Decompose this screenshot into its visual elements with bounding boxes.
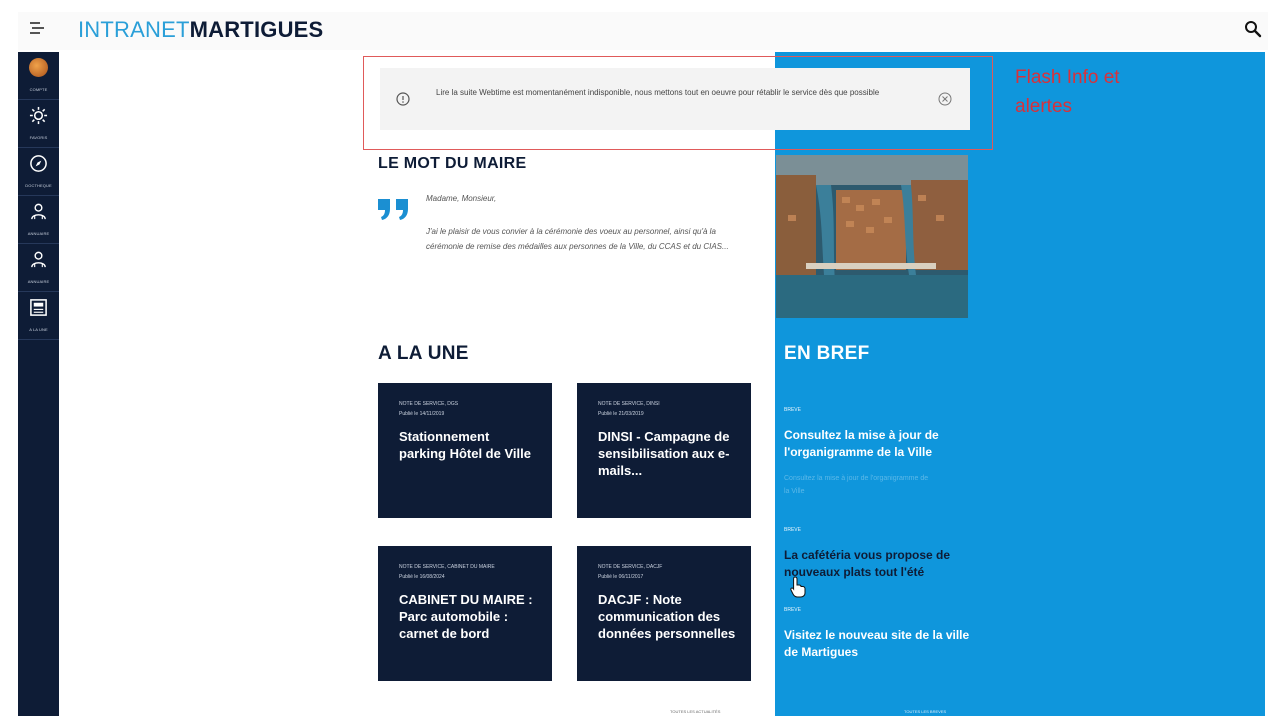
search-icon[interactable] — [1244, 20, 1262, 38]
top-bar — [18, 12, 1268, 50]
people-icon — [29, 202, 48, 221]
sidebar-item-a-la-une[interactable] — [18, 292, 59, 340]
sidebar-item-label: DOCTHEQUE — [25, 183, 52, 188]
sidebar-item-label: ANNUAIRE — [27, 279, 50, 284]
card-title: Stationnement parking Hôtel de Ville — [399, 429, 531, 461]
card-category: NOTE DE SERVICE, DACJF — [598, 564, 663, 570]
bref-section-title: EN BREF — [784, 343, 870, 364]
news-card[interactable] — [577, 546, 751, 681]
card-category: NOTE DE SERVICE, DINSI — [598, 401, 660, 407]
avatar — [29, 58, 48, 77]
news-icon — [29, 298, 48, 317]
site-logo[interactable] — [78, 16, 323, 44]
gear-icon — [29, 106, 48, 125]
bref-link[interactable]: La cafétéria vous propose de nouveaux plats tout l'été — [784, 548, 951, 579]
sidebar-item-label: ANNUAIRE — [27, 231, 50, 236]
sidebar-item-compte[interactable] — [18, 52, 59, 100]
card-title: DACJF : Note communication des données personnelles — [598, 592, 736, 641]
maire-section-title: LE MOT DU MAIRE — [378, 155, 527, 172]
card-title: CABINET DU MAIRE : Parc automobile : carnet de bord — [399, 592, 533, 641]
sidebar-item-label: FAVORIS — [29, 135, 48, 140]
people-icon — [29, 250, 48, 269]
sidebar-item-annuaire-2[interactable] — [18, 244, 59, 292]
bref-tag: BREVE — [784, 607, 801, 613]
hand-cursor-icon — [790, 576, 806, 603]
hamburger-icon[interactable] — [30, 22, 46, 38]
card-date: Publié le 16/08/2024 — [399, 574, 445, 580]
card-title: DINSI - Campagne de sensibilisation aux e-mails... — [598, 429, 730, 478]
sidebar-item-label: A LA UNE — [29, 327, 48, 332]
sidebar-item-label: COMPTE — [29, 87, 48, 92]
flash-message: Lire la suite Webtime est momentanément indisponible, nous mettons tout en oeuvre pour rétablir le service dès que possible — [436, 88, 880, 97]
maire-greeting: Madame, Monsieur, — [426, 194, 497, 203]
compass-icon — [29, 154, 48, 173]
news-card[interactable] — [378, 546, 552, 681]
bref-tag: BREVE — [784, 527, 801, 533]
logo-martigues: MARTIGUES — [189, 17, 324, 42]
bref-link[interactable]: Consultez la mise à jour de l'organigramme de la Ville — [784, 428, 939, 459]
logo-intranet: INTRANET — [78, 17, 190, 42]
en-bref-panel — [775, 52, 1265, 716]
card-category: NOTE DE SERVICE, DGS — [399, 401, 459, 407]
sidebar — [18, 52, 59, 716]
news-card[interactable] — [378, 383, 552, 518]
all-news-link[interactable]: TOUTES LES ACTUALITÉS — [670, 709, 721, 714]
aerial-photo-martigues — [776, 155, 968, 318]
maire-message: J'ai le plaisir de vous convier à la cérémonie des voeux au personnel, ainsi qu'à la cérémonie de remise des médailles aux personnes de la Ville, du CCAS et du CIAS... — [426, 227, 729, 251]
bref-subtitle: Consultez la mise à jour de l'organigramme de la Ville — [784, 475, 929, 495]
sidebar-item-doctheque[interactable] — [18, 148, 59, 196]
card-date: Publié le 06/11/2017 — [598, 574, 644, 580]
bref-link[interactable]: Visitez le nouveau site de la ville de Martigues — [784, 628, 970, 659]
quote-icon — [376, 195, 412, 228]
bref-tag: BREVE — [784, 407, 801, 413]
all-bref-link[interactable]: TOUTES LES BREVES — [904, 709, 947, 714]
flash-highlight-frame — [363, 56, 993, 150]
card-date: Publié le 21/03/2019 — [598, 411, 644, 417]
sidebar-item-annuaire[interactable] — [18, 196, 59, 244]
flash-annotation: Flash Info et alertes — [1015, 67, 1120, 117]
card-category: NOTE DE SERVICE, CABINET DU MAIRE — [399, 564, 495, 570]
une-section-title: A LA UNE — [378, 343, 469, 364]
sidebar-item-favoris[interactable] — [18, 100, 59, 148]
news-card[interactable] — [577, 383, 751, 518]
card-date: Publié le 14/11/2019 — [399, 411, 445, 417]
